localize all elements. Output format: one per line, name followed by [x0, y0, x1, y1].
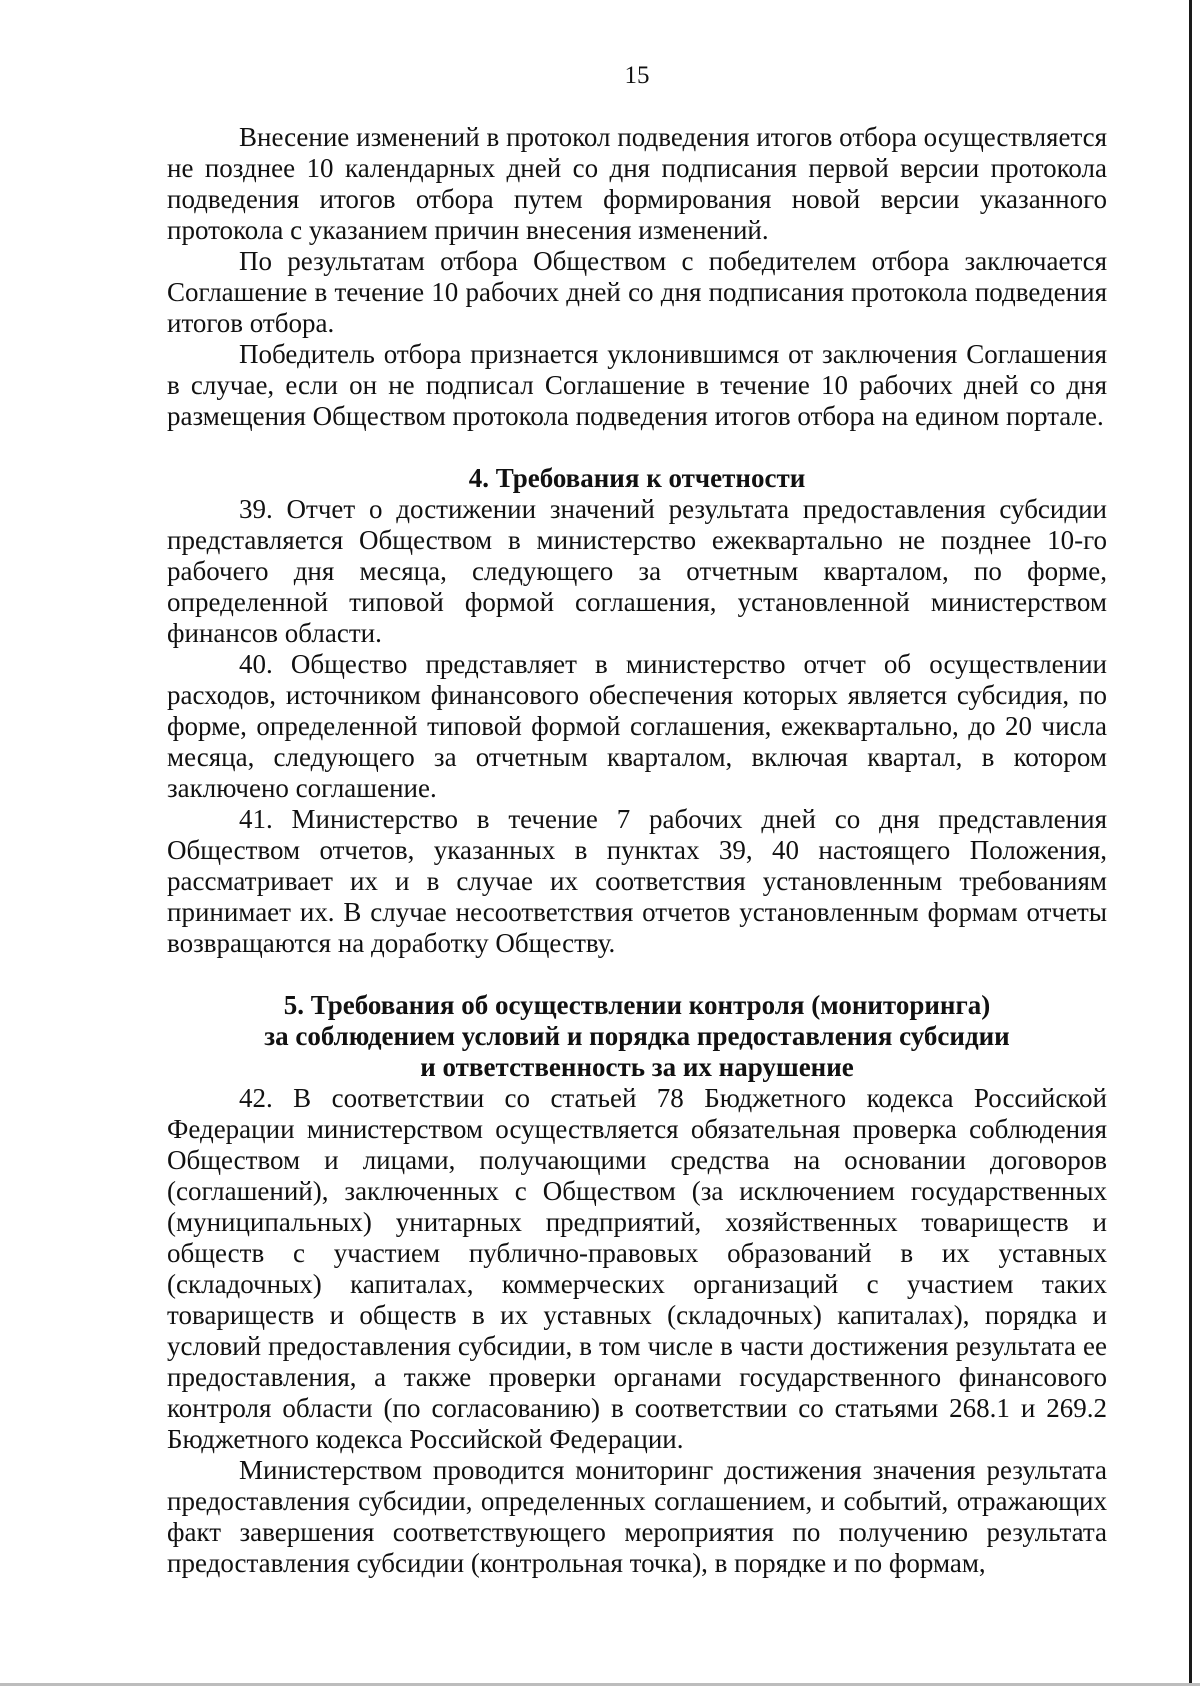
clause-41: 41. Министерство в течение 7 рабочих дней со дня представления Обществом отчетов, указанных в пунктах 39, 40 настоящего Положения, рассматривает их и в случае их соответствия установленным требованиям принимает их. В случае несоответствия отчетов установленным формам отчеты возвращаются на доработку Обществу. — [167, 804, 1107, 958]
paragraph-protocol-changes: Внесение изменений в протокол подведения итогов отбора осуществляется не позднее 10 календарных дней со дня подписания первой версии протокола подведения итогов отбора путем формирования новой версии указанного протокола с указанием причин внесения изменений. — [167, 122, 1107, 245]
clause-40: 40. Общество представляет в министерство отчет об осуществлении расходов, источником финансового обеспечения которых является субсидия, по форме, определенной типовой формой соглашения, ежеквартально, до 20 числа месяца, следующего за отчетным кварталом, включая квартал, в котором заключено соглашение. — [167, 649, 1107, 803]
page-number: 15 — [624, 62, 650, 89]
paragraph-winner-evasion: Победитель отбора признается уклонившимся от заключения Соглашения в случае, если он не подписал Соглашение в течение 10 рабочих дней со дня размещения Обществом протокола подведения итогов отбора на едином портале. — [167, 339, 1107, 431]
paragraph-monitoring: Министерством проводится мониторинг достижения значения результата предоставления субсидии, определенных соглашением, и событий, отражающих факт завершения соответствующего мероприятия по получению результата предоставления субсидии (контрольная точка), в порядке и по формам, — [167, 1455, 1107, 1578]
section-4-heading: 4. Требования к отчетности — [468, 463, 806, 493]
section-5-heading-line-3: и ответственность за их нарушение — [420, 1052, 854, 1082]
paragraph-agreement-conclusion: По результатам отбора Обществом с победителем отбора заключается Соглашение в течение 10 рабочих дней со дня подписания протокола подведения итогов отбора. — [167, 246, 1107, 338]
clause-42: 42. В соответствии со статьей 78 Бюджетного кодекса Российской Федерации министерством осуществляется обязательная проверка соблюдения Обществом и лицами, получающими средства на основании договоров (соглашений), заключенных с Обществом (за исключением государственных (муниципальных) унитарных предприятий, хозяйственных товариществ и обществ с участием публично-правовых образований в их уставных (складочных) капиталах, коммерческих организаций с участием таких товариществ и обществ в их уставных (складочных) капиталах), порядка и условий предоставления субсидии, в том числе в части достижения результата ее предоставления, а также проверки органами государственного финансового контроля области (по согласованию) в соответствии со статьями 268.1 и 269.2 Бюджетного кодекса Российской Федерации. — [167, 1083, 1107, 1454]
section-5-heading — [167, 990, 1107, 1083]
section-5-heading-line-1: 5. Требования об осуществлении контроля (мониторинга) — [283, 990, 991, 1020]
clause-39: 39. Отчет о достижении значений результата предоставления субсидии представляется Обществом в министерство ежеквартально не позднее 10-го рабочего дня месяца, следующего за отчетным кварталом, по форме, определенной типовой формой соглашения, установленной министерством финансов области. — [167, 494, 1107, 648]
section-5-heading-line-2: за соблюдением условий и порядка предоставления субсидии — [264, 1021, 1010, 1051]
scan-border-right — [1189, 0, 1192, 1686]
document-content — [167, 62, 1107, 1579]
